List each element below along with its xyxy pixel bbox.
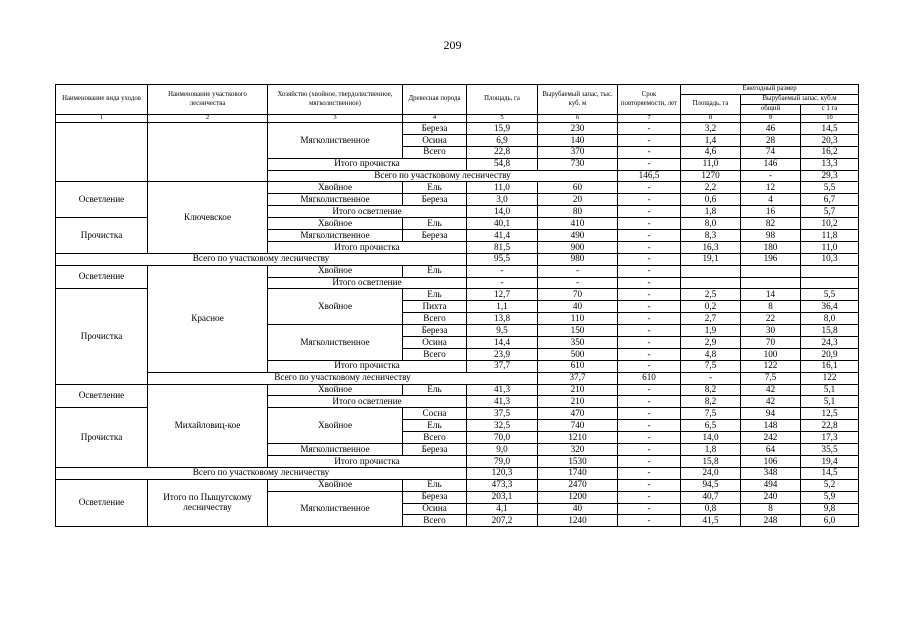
table-cell: 16 [741,206,801,218]
table-cell: 230 [538,123,618,135]
header-area: Площадь, га [467,85,538,115]
table-cell: 350 [538,337,618,349]
table-cell: - [618,123,681,135]
table-cell: Итого осветление [268,206,467,218]
table-cell: - [618,241,681,253]
table-cell: 4,8 [681,348,741,360]
table-cell: 40 [538,503,618,515]
table-cell: 20,3 [801,134,859,146]
table-cell: Прочистка [56,289,148,384]
table-cell: 70 [538,289,618,301]
table-cell: 40 [538,301,618,313]
table-cell: Пихта [403,301,467,313]
table-cell: 41,4 [467,230,538,242]
table-cell: Мягколиственное [268,444,403,456]
header-annual-total: общий [741,105,801,115]
table-cell: 12,7 [467,289,538,301]
table-cell: - [618,134,681,146]
table-cell: Хвойное [268,218,403,230]
table-cell [56,123,148,182]
table-cell: - [618,194,681,206]
table-cell: 106 [741,455,801,467]
table-cell: 15,8 [681,455,741,467]
table-cell: 9,8 [801,503,859,515]
table-cell: 10,2 [801,218,859,230]
table-cell: 16,3 [681,241,741,253]
table-cell: Итого прочистка [268,455,467,467]
table-cell: 9,0 [467,444,538,456]
table-cell: Всего [403,515,467,527]
table-cell: Береза [403,491,467,503]
table-cell: 41,5 [681,515,741,527]
table-cell: 10,3 [801,253,859,265]
table-cell: Прочистка [56,408,148,467]
table-cell: - [618,230,681,242]
table-cell: 196 [741,253,801,265]
table-cell: 0,6 [681,194,741,206]
table-cell: 470 [538,408,618,420]
table-cell [681,277,741,289]
table-cell: Ель [403,479,467,491]
table-cell: 730 [538,158,618,170]
table-cell: 28 [741,134,801,146]
table-cell: Ель [403,218,467,230]
table-cell: 42 [741,396,801,408]
table-cell: 494 [741,479,801,491]
table-cell: 6,5 [681,420,741,432]
table-cell: 37,7 [538,372,618,384]
table-cell: 3,0 [467,194,538,206]
table-cell: 19,1 [681,253,741,265]
table-cell: 14,0 [681,432,741,444]
table-cell: 5,7 [801,206,859,218]
table-cell: 610 [538,360,618,372]
table-cell: 500 [538,348,618,360]
table-row [56,123,859,135]
table-cell: - [538,265,618,277]
table-cell: - [618,206,681,218]
table-cell: Береза [403,194,467,206]
table-cell: - [618,491,681,503]
table-cell: 980 [538,253,618,265]
table-cell: 81,5 [467,241,538,253]
table-cell: Прочистка [56,218,148,254]
table-cell: 9,5 [467,325,538,337]
table-cell: 146 [741,158,801,170]
table-cell: 80 [538,206,618,218]
table-cell: 2,9 [681,337,741,349]
table-cell: 13,3 [801,158,859,170]
table-cell: 348 [741,467,801,479]
table-cell: 1740 [538,467,618,479]
table-cell: Всего по участковому лесничеству [56,467,467,479]
table-cell: 207,2 [467,515,538,527]
table-cell: - [618,432,681,444]
table-cell: 15,9 [467,123,538,135]
header-district: Наименование участкового лесничества [148,85,268,115]
table-cell: 8 [741,301,801,313]
table-cell: - [618,337,681,349]
table-cell: - [538,277,618,289]
table-cell: - [618,408,681,420]
table-cell: 3,2 [681,123,741,135]
table-cell: Береза [403,444,467,456]
table-cell: Итого прочистка [268,241,467,253]
table-cell: Всего [403,348,467,360]
column-number: 2 [148,115,268,123]
table-cell: 41,3 [467,396,538,408]
table-cell: 23,9 [467,348,538,360]
table-cell: 5,2 [801,479,859,491]
table-cell: 30 [741,325,801,337]
table-cell: - [467,277,538,289]
table-cell: 1,8 [681,444,741,456]
header-species: Древесная порода [403,85,467,115]
table-cell: 15,8 [801,325,859,337]
table-cell: - [741,170,801,182]
table-cell: Итого осветление [268,277,467,289]
table-cell: - [618,420,681,432]
table-cell: 320 [538,444,618,456]
table-cell: - [618,277,681,289]
table-cell: Хвойное [268,265,403,277]
table-cell [801,265,859,277]
forest-care-table [55,84,859,527]
table-cell: 5,5 [801,182,859,194]
table-cell: 8,2 [681,396,741,408]
table-cell: 8,2 [681,384,741,396]
table-cell: Всего по участковому лесничеству [148,372,538,384]
table-cell: - [618,444,681,456]
table-cell: Хвойное [268,289,403,325]
table-cell: 410 [538,218,618,230]
table-cell: Береза [403,325,467,337]
table-cell: 14,0 [467,206,538,218]
table-cell: - [618,455,681,467]
table-cell: Ель [403,384,467,396]
table-cell: Сосна [403,408,467,420]
column-number: 6 [538,115,618,123]
table-cell: Всего [403,146,467,158]
column-number: 7 [618,115,681,123]
table-cell: 490 [538,230,618,242]
table-cell: 24,3 [801,337,859,349]
table-cell: - [618,289,681,301]
table-row [56,479,859,491]
table-cell: 140 [538,134,618,146]
table-cell: - [618,348,681,360]
table-cell: Мягколиственное [268,123,403,159]
table-cell: 46 [741,123,801,135]
table-cell: 4,6 [681,146,741,158]
table-cell: 42 [741,384,801,396]
table-cell: Осветление [56,479,148,527]
table-cell: - [618,253,681,265]
table-cell: Ключевское [148,182,268,253]
table-cell: - [618,146,681,158]
table-cell: 210 [538,396,618,408]
table-cell: 0,2 [681,301,741,313]
table-cell: 5,5 [801,289,859,301]
table-cell: 2,2 [681,182,741,194]
table-row [56,182,859,194]
table-cell: 100 [741,348,801,360]
table-cell: Всего [403,313,467,325]
table-cell: Итого прочистка [268,158,467,170]
table-cell: 22,8 [467,146,538,158]
table-cell: 94 [741,408,801,420]
table-cell: 2,7 [681,313,741,325]
table-cell: 74 [741,146,801,158]
table-cell: 370 [538,146,618,158]
table-cell: Хвойное [268,384,403,396]
table-cell: 203,1 [467,491,538,503]
table-cell: 7,5 [681,360,741,372]
header-volume: Вырубаемый запас, тыс. куб. м [538,85,618,115]
table-cell: 11,0 [681,158,741,170]
table-cell: 0,8 [681,503,741,515]
table-cell: - [618,301,681,313]
table-cell: 11,0 [467,182,538,194]
column-number: 4 [403,115,467,123]
table-cell: 36,4 [801,301,859,313]
table-cell: - [618,515,681,527]
table-cell: 22 [741,313,801,325]
table-cell: 4 [741,194,801,206]
table-cell [741,265,801,277]
table-cell: 95,5 [467,253,538,265]
table-cell: 82 [741,218,801,230]
table-cell: - [618,158,681,170]
column-number: 8 [681,115,741,123]
table-cell: Хвойное [268,182,403,194]
table-cell: 32,5 [467,420,538,432]
column-number: 5 [467,115,538,123]
table-cell: Итого прочистка [268,360,467,372]
table-cell [681,265,741,277]
table-cell: 5,1 [801,396,859,408]
table-cell: 7,5 [681,408,741,420]
table-cell: - [618,360,681,372]
table-cell: 13,8 [467,313,538,325]
table-cell: 5,9 [801,491,859,503]
table-cell: 79,0 [467,455,538,467]
table-cell: 1240 [538,515,618,527]
table-cell: - [618,384,681,396]
table-cell: 22,8 [801,420,859,432]
column-number: 10 [801,115,859,123]
table-cell: 24,0 [681,467,741,479]
table-cell: 8,0 [801,313,859,325]
table-cell: Всего [403,432,467,444]
table-cell: 1200 [538,491,618,503]
table-cell: Мягколиственное [268,325,403,361]
table-cell: 6,0 [801,515,859,527]
table-cell: 37,7 [467,360,538,372]
table-cell: 1,8 [681,206,741,218]
table-row [56,253,859,265]
table-cell: 11,8 [801,230,859,242]
table-row [56,372,859,384]
table-cell: Мягколиственное [268,230,403,242]
table-cell: 180 [741,241,801,253]
table-cell: 64 [741,444,801,456]
table-cell [741,277,801,289]
table-row [56,384,859,396]
table-cell: 12,5 [801,408,859,420]
table-cell: - [618,479,681,491]
table-cell: - [618,265,681,277]
table-cell: 41,3 [467,384,538,396]
table-cell: Осина [403,134,467,146]
table-cell: - [618,467,681,479]
table-cell: 20 [538,194,618,206]
table-cell: 14,5 [801,123,859,135]
table-cell: 98 [741,230,801,242]
table-cell: 70 [741,337,801,349]
table-cell: 16,2 [801,146,859,158]
table-cell: Береза [403,230,467,242]
table-cell: Ель [403,420,467,432]
table-cell: 14,4 [467,337,538,349]
table-cell: 40,1 [467,218,538,230]
table-cell: Осина [403,503,467,515]
table-cell: - [618,218,681,230]
table-cell: 40,7 [681,491,741,503]
header-annual-area: Площадь, га [681,95,741,115]
table-cell: 6,9 [467,134,538,146]
table-cell: 8,0 [681,218,741,230]
table-cell: 1210 [538,432,618,444]
table-cell: - [618,396,681,408]
table-cell: 122 [801,372,859,384]
table-cell: Всего по участковому лесничеству [56,253,467,265]
table-row [56,467,859,479]
table-cell: 148 [741,420,801,432]
table-cell: Ель [403,289,467,301]
table-cell: - [681,372,741,384]
table-cell: Ель [403,182,467,194]
table-cell: 8 [741,503,801,515]
table-cell: Мягколиственное [268,491,403,527]
table-cell: 2,5 [681,289,741,301]
table-cell: 70,0 [467,432,538,444]
table-cell [148,123,268,182]
table-cell: 29,3 [801,170,859,182]
table-cell: 146,5 [618,170,681,182]
table-cell: Красное [148,265,268,372]
table-cell: Мягколиственное [268,194,403,206]
table-cell: Ель [403,265,467,277]
table-cell: Хвойное [268,408,403,444]
table-cell: Береза [403,123,467,135]
table-cell: - [618,503,681,515]
table-cell: 1270 [681,170,741,182]
table-cell: 37,5 [467,408,538,420]
table-cell: Осветление [56,384,148,408]
table-cell: - [618,182,681,194]
column-number: 1 [56,115,148,123]
table-cell: Итого осветление [268,396,467,408]
table-cell: 2470 [538,479,618,491]
table-cell: 150 [538,325,618,337]
table-cell: Осветление [56,182,148,218]
header-annual: Ежегодный размер [681,85,859,95]
table-cell [801,277,859,289]
table-cell: 7,5 [741,372,801,384]
column-number: 9 [741,115,801,123]
page-number: 209 [443,38,462,52]
table-cell: 473,3 [467,479,538,491]
table-cell: 740 [538,420,618,432]
column-number: 3 [268,115,403,123]
table-cell: 4,1 [467,503,538,515]
table-cell: 248 [741,515,801,527]
table-cell: 11,0 [801,241,859,253]
table-cell: 1,9 [681,325,741,337]
table-cell: 1,4 [681,134,741,146]
table-cell: 14,5 [801,467,859,479]
table-cell: - [618,325,681,337]
table-cell: 210 [538,384,618,396]
table-cell: 94,5 [681,479,741,491]
table-cell: 5,1 [801,384,859,396]
table-cell: 35,5 [801,444,859,456]
header-period: Срок повторяемости, лет [618,85,681,115]
table-cell: - [618,313,681,325]
table-cell: 122 [741,360,801,372]
header-annual-volume: Вырубаемый запас, куб.м [741,95,859,105]
table-cell: 12 [741,182,801,194]
table-cell: 54,8 [467,158,538,170]
table-cell: 610 [618,372,681,384]
table-cell: 900 [538,241,618,253]
table-cell: 1530 [538,455,618,467]
header-economy: Хозяйство (хвойное, твердолиственное, мягколиственное) [268,85,403,115]
header-annual-per-ha: с 1 га [801,105,859,115]
table-cell: 16,1 [801,360,859,372]
table-row [56,265,859,277]
header-care-type: Наименование вида уходов [56,85,148,115]
table-cell: 20,9 [801,348,859,360]
table-cell: 6,7 [801,194,859,206]
table-cell: Итого по Пыщугскому лесничеству [148,479,268,527]
table-cell: Осина [403,337,467,349]
table-cell: Всего по участковому лесничеству [268,170,618,182]
table-cell: 110 [538,313,618,325]
table-cell: 17,3 [801,432,859,444]
table-cell: 14 [741,289,801,301]
table-cell: Хвойное [268,479,403,491]
table-cell: Осветление [56,265,148,289]
table-cell: 242 [741,432,801,444]
table-cell: 240 [741,491,801,503]
table-cell: 60 [538,182,618,194]
table-cell: 120,3 [467,467,538,479]
table-cell: 19,4 [801,455,859,467]
table-cell: Михайловиц-кое [148,384,268,467]
table-cell: 1,1 [467,301,538,313]
table-cell: - [467,265,538,277]
table-cell: 8,3 [681,230,741,242]
